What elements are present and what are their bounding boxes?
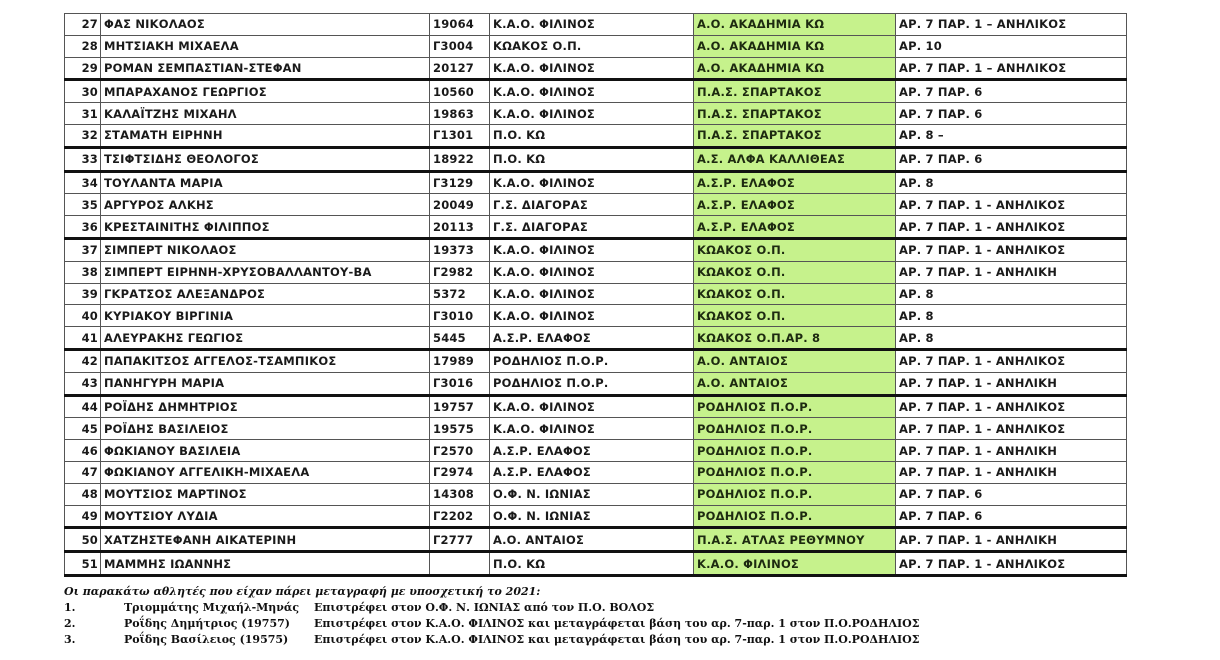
athlete-id-cell xyxy=(430,552,490,576)
from-club-cell: Π.Ο. ΚΩ xyxy=(490,124,694,147)
athlete-name-cell: ΓΚΡΑΤΣΟΣ ΑΛΕΞΑΝΔΡΟΣ xyxy=(101,283,430,305)
row-number-cell: 46 xyxy=(65,440,101,462)
table-row xyxy=(65,283,1127,305)
transfers-table-body xyxy=(65,14,1127,576)
row-number-cell: 29 xyxy=(65,57,101,80)
from-club-cell: Κ.Α.Ο. ΦΙΛΙΝΟΣ xyxy=(490,395,694,418)
to-club-cell: Α.Ο. ΑΚΑΔΗΜΙΑ ΚΩ xyxy=(694,57,896,80)
table-row xyxy=(65,440,1127,462)
athlete-name-cell: ΚΑΛΑΪΤΖΗΣ ΜΙΧΑΗΛ xyxy=(101,103,430,125)
row-number-cell: 34 xyxy=(65,171,101,194)
from-club-cell: Γ.Σ. ΔΙΑΓΟΡΑΣ xyxy=(490,216,694,239)
athlete-id-cell: 14308 xyxy=(430,483,490,505)
from-club-cell: ΡΟΔΗΛΙΟΣ Π.Ο.Ρ. xyxy=(490,349,694,372)
athlete-name-cell: ΡΟΜΑΝ ΣΕΜΠΑΣΤΙΑΝ-ΣΤΕΦΑΝ xyxy=(101,57,430,80)
athlete-name-cell: ΑΛΕΥΡΑΚΗΣ ΓΕΩΓΙΟΣ xyxy=(101,327,430,350)
to-club-cell: Π.Α.Σ. ΣΠΑΡΤΑΚΟΣ xyxy=(694,103,896,125)
table-row xyxy=(65,35,1127,57)
to-club-cell: Α.Ο. ΑΚΑΔΗΜΙΑ ΚΩ xyxy=(694,35,896,57)
to-club-cell: Α.Ο. ΑΝΤΑΙΟΣ xyxy=(694,372,896,395)
to-club-cell: Π.Α.Σ. ΣΠΑΡΤΑΚΟΣ xyxy=(694,124,896,147)
table-row xyxy=(65,238,1127,261)
table-row xyxy=(65,14,1127,36)
row-number-cell: 33 xyxy=(65,147,101,171)
to-club-cell: ΚΩΑΚΟΣ Ο.Π. xyxy=(694,305,896,327)
from-club-cell: Κ.Α.Ο. ΦΙΛΙΝΟΣ xyxy=(490,238,694,261)
article-ref-cell: ΑΡ. 7 ΠΑΡ. 1 - ΑΝΗΛΙΚΗ xyxy=(896,372,1127,395)
athlete-name-cell: ΤΣΙΦΤΣΙΔΗΣ ΘΕΟΛΟΓΟΣ xyxy=(101,147,430,171)
notes-section xyxy=(64,585,920,648)
from-club-cell: Κ.Α.Ο. ΦΙΛΙΝΟΣ xyxy=(490,283,694,305)
from-club-cell: Α.Σ.Ρ. ΕΛΑΦΟΣ xyxy=(490,440,694,462)
to-club-cell: ΚΩΑΚΟΣ Ο.Π. xyxy=(694,261,896,283)
notes-intro: Οι παρακάτω αθλητές που είχαν πάρει μεταγραφή με υποσχετική το 2021: xyxy=(64,585,541,598)
table-row xyxy=(65,57,1127,80)
from-club-cell: Γ.Σ. ΔΙΑΓΟΡΑΣ xyxy=(490,194,694,216)
athlete-name-cell: ΚΥΡΙΑΚΟΥ ΒΙΡΓΙΝΙΑ xyxy=(101,305,430,327)
to-club-cell: ΚΩΑΚΟΣ Ο.Π. xyxy=(694,283,896,305)
athlete-name-cell: ΜΟΥΤΣΙΟΣ ΜΑΡΤΙΝΟΣ xyxy=(101,483,430,505)
from-club-cell: Κ.Α.Ο. ΦΙΛΙΝΟΣ xyxy=(490,171,694,194)
from-club-cell: Π.Ο. ΚΩ xyxy=(490,147,694,171)
notes-list xyxy=(64,600,920,648)
athlete-name-cell: ΜΟΥΤΣΙΟΥ ΛΥΔΙΑ xyxy=(101,505,430,528)
table-row xyxy=(65,216,1127,239)
to-club-cell: ΡΟΔΗΛΙΟΣ Π.Ο.Ρ. xyxy=(694,461,896,483)
athlete-name-cell: ΦΑΣ ΝΙΚΟΛΑΟΣ xyxy=(101,14,430,36)
athlete-name-cell: ΣΤΑΜΑΤΗ ΕΙΡΗΝΗ xyxy=(101,124,430,147)
article-ref-cell: ΑΡ. 7 ΠΑΡ. 1 - ΑΝΗΛΙΚΟΣ xyxy=(896,349,1127,372)
article-ref-cell: ΑΡ. 7 ΠΑΡ. 1 - ΑΝΗΛΙΚΟΣ xyxy=(896,238,1127,261)
article-ref-cell: ΑΡ. 7 ΠΑΡ. 1 - ΑΝΗΛΙΚΟΣ xyxy=(896,552,1127,576)
article-ref-cell: ΑΡ. 7 ΠΑΡ. 1 - ΑΝΗΛΙΚΟΣ xyxy=(896,418,1127,440)
article-ref-cell: ΑΡ. 8 xyxy=(896,305,1127,327)
article-ref-cell: ΑΡ. 8 xyxy=(896,171,1127,194)
athlete-id-cell: 10560 xyxy=(430,80,490,103)
athlete-name-cell: ΡΟΪΔΗΣ ΔΗΜΗΤΡΙΟΣ xyxy=(101,395,430,418)
article-ref-cell: ΑΡ. 7 ΠΑΡ. 1 – ΑΝΗΛΙΚΟΣ xyxy=(896,14,1127,36)
from-club-cell: Κ.Α.Ο. ΦΙΛΙΝΟΣ xyxy=(490,305,694,327)
note-item xyxy=(64,616,920,632)
table-row xyxy=(65,147,1127,171)
note-index: 1. xyxy=(64,601,76,614)
table-row xyxy=(65,103,1127,125)
athlete-id-cell: 19373 xyxy=(430,238,490,261)
row-number-cell: 48 xyxy=(65,483,101,505)
row-number-cell: 42 xyxy=(65,349,101,372)
article-ref-cell: ΑΡ. 7 ΠΑΡ. 6 xyxy=(896,147,1127,171)
row-number-cell: 44 xyxy=(65,395,101,418)
athlete-id-cell: Γ3016 xyxy=(430,372,490,395)
from-club-cell: Α.Σ.Ρ. ΕΛΑΦΟΣ xyxy=(490,327,694,350)
table-row xyxy=(65,194,1127,216)
athlete-name-cell: ΜΠΑΡΑΧΑΝΟΣ ΓΕΩΡΓΙΟΣ xyxy=(101,80,430,103)
table-row xyxy=(65,171,1127,194)
athlete-id-cell: 19064 xyxy=(430,14,490,36)
athlete-id-cell: 5372 xyxy=(430,283,490,305)
to-club-cell: Π.Α.Σ. ΣΠΑΡΤΑΚΟΣ xyxy=(694,80,896,103)
article-ref-cell: ΑΡ. 7 ΠΑΡ. 1 - ΑΝΗΛΙΚΗ xyxy=(896,261,1127,283)
athlete-id-cell: Γ2982 xyxy=(430,261,490,283)
article-ref-cell: ΑΡ. 7 ΠΑΡ. 1 - ΑΝΗΛΙΚΟΣ xyxy=(896,216,1127,239)
row-number-cell: 31 xyxy=(65,103,101,125)
athlete-name-cell: ΧΑΤΖΗΣΤΕΦΑΝΗ ΑΙΚΑΤΕΡΙΝΗ xyxy=(101,528,430,552)
row-number-cell: 36 xyxy=(65,216,101,239)
article-ref-cell: ΑΡ. 7 ΠΑΡ. 6 xyxy=(896,483,1127,505)
athlete-id-cell: Γ2570 xyxy=(430,440,490,462)
row-number-cell: 30 xyxy=(65,80,101,103)
article-ref-cell: ΑΡ. 8 xyxy=(896,283,1127,305)
row-number-cell: 41 xyxy=(65,327,101,350)
note-text: Επιστρέφει στον Ο.Φ. Ν. ΙΩΝΙΑΣ από τον Π.Ο. ΒΟΛΟΣ xyxy=(314,601,655,614)
article-ref-cell: ΑΡ. 7 ΠΑΡ. 1 - ΑΝΗΛΙΚΟΣ xyxy=(896,395,1127,418)
athlete-id-cell: 5445 xyxy=(430,327,490,350)
athlete-name-cell: ΑΡΓΥΡΟΣ ΑΛΚΗΣ xyxy=(101,194,430,216)
from-club-cell: Α.Ο. ΑΝΤΑΙΟΣ xyxy=(490,528,694,552)
to-club-cell: Α.Σ.Ρ. ΕΛΑΦΟΣ xyxy=(694,171,896,194)
note-item xyxy=(64,600,920,616)
from-club-cell: ΚΩΑΚΟΣ Ο.Π. xyxy=(490,35,694,57)
athlete-id-cell: Γ2777 xyxy=(430,528,490,552)
athlete-id-cell: 20049 xyxy=(430,194,490,216)
from-club-cell: Κ.Α.Ο. ΦΙΛΙΝΟΣ xyxy=(490,80,694,103)
note-text: Επιστρέφει στον Κ.Α.Ο. ΦΙΛΙΝΟΣ και μεταγράφεται βάση του αρ. 7-παρ. 1 στον Π.Ο.ΡΟΔΗΛΙΟΣ xyxy=(314,633,920,646)
athlete-id-cell: Γ2202 xyxy=(430,505,490,528)
athlete-name-cell: ΜΗΤΣΙΑΚΗ ΜΙΧΑΕΛΑ xyxy=(101,35,430,57)
from-club-cell: Κ.Α.Ο. ΦΙΛΙΝΟΣ xyxy=(490,57,694,80)
athlete-id-cell: 19757 xyxy=(430,395,490,418)
row-number-cell: 35 xyxy=(65,194,101,216)
table-row xyxy=(65,395,1127,418)
athlete-name-cell: ΠΑΠΑΚΙΤΣΟΣ ΑΓΓΕΛΟΣ-ΤΣΑΜΠΙΚΟΣ xyxy=(101,349,430,372)
to-club-cell: Α.Σ. ΑΛΦΑ ΚΑΛΛΙΘΕΑΣ xyxy=(694,147,896,171)
table-row xyxy=(65,461,1127,483)
athlete-id-cell: 19575 xyxy=(430,418,490,440)
to-club-cell: ΚΩΑΚΟΣ Ο.Π. xyxy=(694,238,896,261)
to-club-cell: ΚΩΑΚΟΣ Ο.Π.ΑΡ. 8 xyxy=(694,327,896,350)
row-number-cell: 37 xyxy=(65,238,101,261)
from-club-cell: ΡΟΔΗΛΙΟΣ Π.Ο.Ρ. xyxy=(490,372,694,395)
from-club-cell: Κ.Α.Ο. ΦΙΛΙΝΟΣ xyxy=(490,418,694,440)
article-ref-cell: ΑΡ. 7 ΠΑΡ. 6 xyxy=(896,80,1127,103)
athlete-id-cell: Γ3129 xyxy=(430,171,490,194)
note-athlete: Ροΐδης Δημήτριος (19757) xyxy=(124,617,290,630)
row-number-cell: 40 xyxy=(65,305,101,327)
to-club-cell: ΡΟΔΗΛΙΟΣ Π.Ο.Ρ. xyxy=(694,440,896,462)
athlete-id-cell: 19863 xyxy=(430,103,490,125)
article-ref-cell: ΑΡ. 7 ΠΑΡ. 1 - ΑΝΗΛΙΚΟΣ xyxy=(896,194,1127,216)
row-number-cell: 32 xyxy=(65,124,101,147)
athlete-id-cell: Γ1301 xyxy=(430,124,490,147)
row-number-cell: 28 xyxy=(65,35,101,57)
to-club-cell: ΡΟΔΗΛΙΟΣ Π.Ο.Ρ. xyxy=(694,505,896,528)
table-row xyxy=(65,505,1127,528)
athlete-id-cell: Γ3004 xyxy=(430,35,490,57)
row-number-cell: 43 xyxy=(65,372,101,395)
athlete-name-cell: ΜΑΜΜΗΣ ΙΩΑΝΝΗΣ xyxy=(101,552,430,576)
article-ref-cell: ΑΡ. 7 ΠΑΡ. 1 – ΑΝΗΛΙΚΟΣ xyxy=(896,57,1127,80)
to-club-cell: Α.Ο. ΑΝΤΑΙΟΣ xyxy=(694,349,896,372)
article-ref-cell: ΑΡ. 7 ΠΑΡ. 6 xyxy=(896,505,1127,528)
athlete-name-cell: ΣΙΜΠΕΡΤ ΝΙΚΟΛΑΟΣ xyxy=(101,238,430,261)
athlete-name-cell: ΦΩΚΙΑΝΟΥ ΑΓΓΕΛΙΚΗ-ΜΙΧΑΕΛΑ xyxy=(101,461,430,483)
to-club-cell: ΡΟΔΗΛΙΟΣ Π.Ο.Ρ. xyxy=(694,483,896,505)
row-number-cell: 47 xyxy=(65,461,101,483)
table-row xyxy=(65,418,1127,440)
article-ref-cell: ΑΡ. 7 ΠΑΡ. 1 - ΑΝΗΛΙΚΗ xyxy=(896,461,1127,483)
table-row xyxy=(65,327,1127,350)
from-club-cell: Ο.Φ. Ν. ΙΩΝΙΑΣ xyxy=(490,505,694,528)
row-number-cell: 27 xyxy=(65,14,101,36)
athlete-name-cell: ΦΩΚΙΑΝΟΥ ΒΑΣΙΛΕΙΑ xyxy=(101,440,430,462)
article-ref-cell: ΑΡ. 10 xyxy=(896,35,1127,57)
table-row xyxy=(65,483,1127,505)
note-item xyxy=(64,632,920,648)
row-number-cell: 49 xyxy=(65,505,101,528)
table-row xyxy=(65,528,1127,552)
to-club-cell: ΡΟΔΗΛΙΟΣ Π.Ο.Ρ. xyxy=(694,418,896,440)
athlete-name-cell: ΠΑΝΗΓΥΡΗ ΜΑΡΙΑ xyxy=(101,372,430,395)
note-athlete: Τριομμάτης Μιχαήλ-Μηνάς xyxy=(124,601,300,614)
table-row xyxy=(65,552,1127,576)
table-row xyxy=(65,124,1127,147)
article-ref-cell: ΑΡ. 7 ΠΑΡ. 1 - ΑΝΗΛΙΚΗ xyxy=(896,528,1127,552)
table-row xyxy=(65,305,1127,327)
athlete-name-cell: ΡΟΪΔΗΣ ΒΑΣΙΛΕΙΟΣ xyxy=(101,418,430,440)
to-club-cell: Κ.Α.Ο. ΦΙΛΙΝΟΣ xyxy=(694,552,896,576)
from-club-cell: Π.Ο. ΚΩ xyxy=(490,552,694,576)
note-index: 2. xyxy=(64,617,76,630)
to-club-cell: Π.Α.Σ. ΑΤΛΑΣ ΡΕΘΥΜΝΟΥ xyxy=(694,528,896,552)
row-number-cell: 45 xyxy=(65,418,101,440)
article-ref-cell: ΑΡ. 7 ΠΑΡ. 6 xyxy=(896,103,1127,125)
from-club-cell: Κ.Α.Ο. ΦΙΛΙΝΟΣ xyxy=(490,261,694,283)
to-club-cell: Α.Ο. ΑΚΑΔΗΜΙΑ ΚΩ xyxy=(694,14,896,36)
table-row xyxy=(65,349,1127,372)
to-club-cell: ΡΟΔΗΛΙΟΣ Π.Ο.Ρ. xyxy=(694,395,896,418)
to-club-cell: Α.Σ.Ρ. ΕΛΑΦΟΣ xyxy=(694,194,896,216)
athlete-id-cell: Γ3010 xyxy=(430,305,490,327)
athlete-name-cell: ΣΙΜΠΕΡΤ ΕΙΡΗΝΗ-ΧΡΥΣΟΒΑΛΛΑΝΤΟΥ-ΒΑ xyxy=(101,261,430,283)
athlete-name-cell: ΚΡΕΣΤΑΙΝΙΤΗΣ ΦΙΛΙΠΠΟΣ xyxy=(101,216,430,239)
article-ref-cell: ΑΡ. 8 – xyxy=(896,124,1127,147)
athlete-name-cell: ΤΟΥΛΑΝΤΑ ΜΑΡΙΑ xyxy=(101,171,430,194)
row-number-cell: 50 xyxy=(65,528,101,552)
table-row xyxy=(65,261,1127,283)
note-text: Επιστρέφει στον Κ.Α.Ο. ΦΙΛΙΝΟΣ και μεταγράφεται βάση του αρ. 7-παρ. 1 στον Π.Ο.ΡΟΔΗΛΙΟΣ xyxy=(314,617,920,630)
article-ref-cell: ΑΡ. 7 ΠΑΡ. 1 - ΑΝΗΛΙΚΗ xyxy=(896,440,1127,462)
note-athlete: Ροΐδης Βασίλειος (19575) xyxy=(124,633,289,646)
transfers-table xyxy=(64,13,1127,577)
from-club-cell: Κ.Α.Ο. ΦΙΛΙΝΟΣ xyxy=(490,103,694,125)
athlete-id-cell: Γ2974 xyxy=(430,461,490,483)
table-row xyxy=(65,372,1127,395)
row-number-cell: 38 xyxy=(65,261,101,283)
from-club-cell: Ο.Φ. Ν. ΙΩΝΙΑΣ xyxy=(490,483,694,505)
athlete-id-cell: 20127 xyxy=(430,57,490,80)
athlete-id-cell: 18922 xyxy=(430,147,490,171)
row-number-cell: 39 xyxy=(65,283,101,305)
row-number-cell: 51 xyxy=(65,552,101,576)
from-club-cell: Α.Σ.Ρ. ΕΛΑΦΟΣ xyxy=(490,461,694,483)
article-ref-cell: ΑΡ. 8 xyxy=(896,327,1127,350)
athlete-id-cell: 17989 xyxy=(430,349,490,372)
note-index: 3. xyxy=(64,633,76,646)
to-club-cell: Α.Σ.Ρ. ΕΛΑΦΟΣ xyxy=(694,216,896,239)
athlete-id-cell: 20113 xyxy=(430,216,490,239)
from-club-cell: Κ.Α.Ο. ΦΙΛΙΝΟΣ xyxy=(490,14,694,36)
table-row xyxy=(65,80,1127,103)
